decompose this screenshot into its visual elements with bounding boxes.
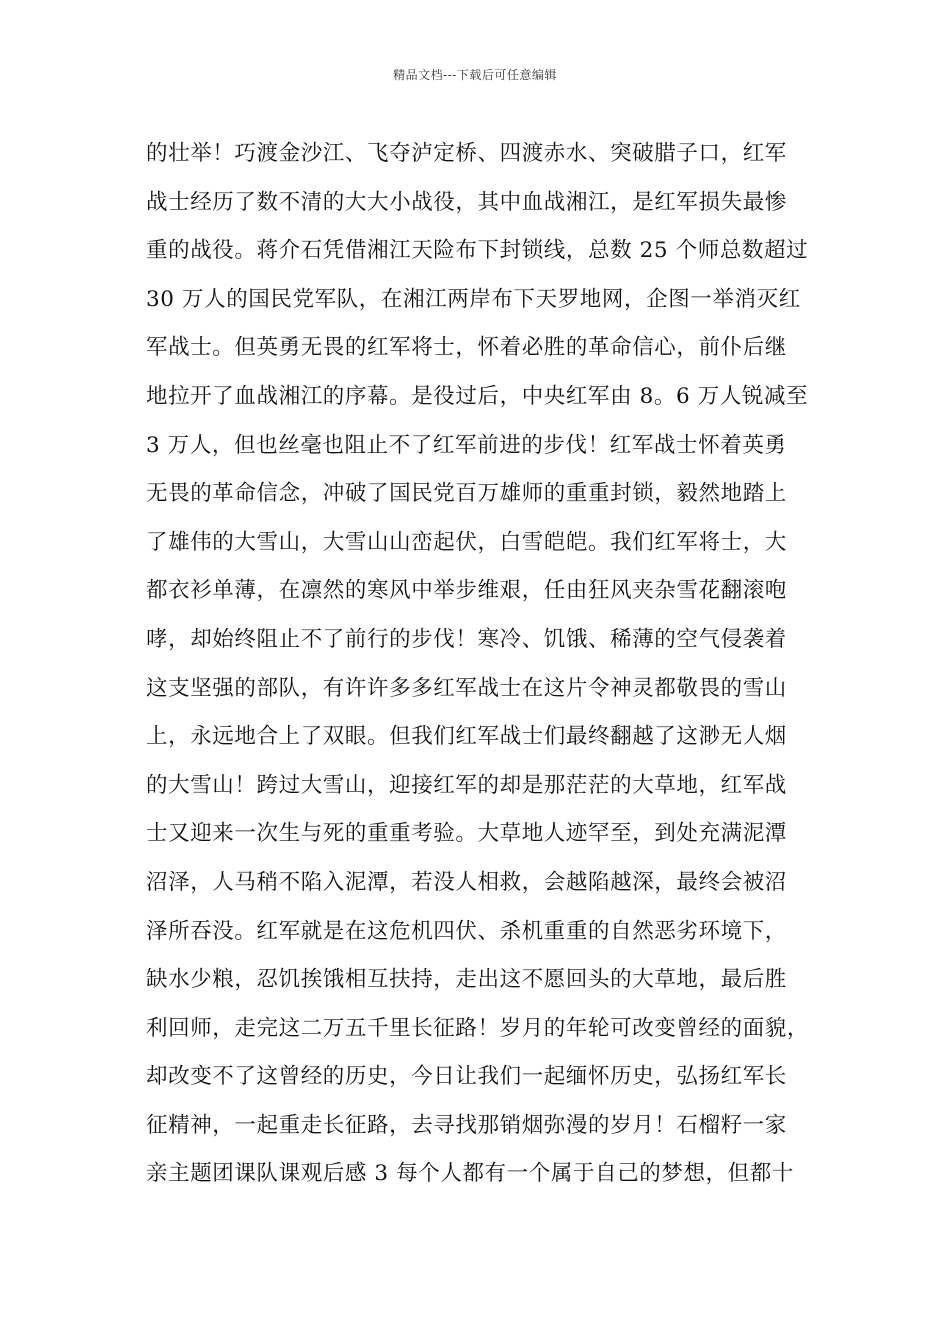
text-line: 重的战役。蒋介石凭借湘江天险布下封锁线，总数 25 个师总数超过 bbox=[146, 238, 809, 264]
text-line: 都衣衫单薄，在凛然的寒风中举步维艰，任由狂风夹杂雪花翻滚咆 bbox=[146, 578, 787, 604]
text-line: 地拉开了血战湘江的序幕。是役过后，中央红军由 8。6 万人锐减至 bbox=[146, 383, 809, 409]
text-line: 上，永远地合上了双眼。但我们红军战士们最终翻越了这渺无人烟 bbox=[146, 724, 787, 750]
text-line: 无畏的革命信念，冲破了国民党百万雄师的重重封锁，毅然地踏上 bbox=[146, 481, 787, 507]
text-line: 了雄伟的大雪山，大雪山山峦起伏，白雪皑皑。我们红军将士，大 bbox=[146, 529, 787, 555]
text-line: 士又迎来一次生与死的重重考验。大草地人迹罕至，到处充满泥潭 bbox=[146, 821, 787, 847]
text-line: 泽所吞没。红军就是在这危机四伏、杀机重重的自然恶劣环境下， bbox=[146, 918, 787, 944]
body-text bbox=[146, 130, 810, 1199]
text-line: 亲主题团课队课观后感 3 每个人都有一个属于自己的梦想，但都十 bbox=[146, 1161, 794, 1187]
text-line: 利回师，走完这二万五千里长征路！岁月的年轮可改变曾经的面貌， bbox=[146, 1015, 810, 1041]
text-line: 军战士。但英勇无畏的红军将士，怀着必胜的革命信心，前仆后继 bbox=[146, 335, 787, 361]
text-line: 缺水少粮，忍饥挨饿相互扶持，走出这不愿回头的大草地，最后胜 bbox=[146, 967, 787, 993]
text-line: 30 万人的国民党军队，在湘江两岸布下天罗地网，企图一举消灭红 bbox=[146, 286, 801, 312]
text-line: 却改变不了这曾经的历史，今日让我们一起缅怀历史，弘扬红军长 bbox=[146, 1064, 787, 1090]
text-line: 征精神，一起重走长征路，去寻找那销烟弥漫的岁月！石榴籽一家 bbox=[146, 1112, 787, 1138]
page-header: 精品文档---下载后可任意编辑 bbox=[393, 68, 557, 82]
text-line: 3 万人，但也丝毫也阻止不了红军前进的步伐！红军战士怀着英勇 bbox=[146, 432, 787, 458]
text-line: 哮，却始终阻止不了前行的步伐！寒冷、饥饿、稀薄的空气侵袭着 bbox=[146, 626, 787, 652]
text-line: 战士经历了数不清的大大小战役，其中血战湘江，是红军损失最惨 bbox=[146, 189, 787, 215]
text-line: 的壮举！巧渡金沙江、飞夺泸定桥、四渡赤水、突破腊子口，红军 bbox=[146, 141, 787, 166]
text-line: 这支坚强的部队，有许许多多红军战士在这片令神灵都敬畏的雪山 bbox=[146, 675, 787, 701]
text-line: 沼泽，人马稍不陷入泥潭，若没人相救，会越陷越深，最终会被沼 bbox=[146, 869, 787, 895]
text-line: 的大雪山！跨过大雪山，迎接红军的却是那茫茫的大草地，红军战 bbox=[146, 772, 787, 798]
